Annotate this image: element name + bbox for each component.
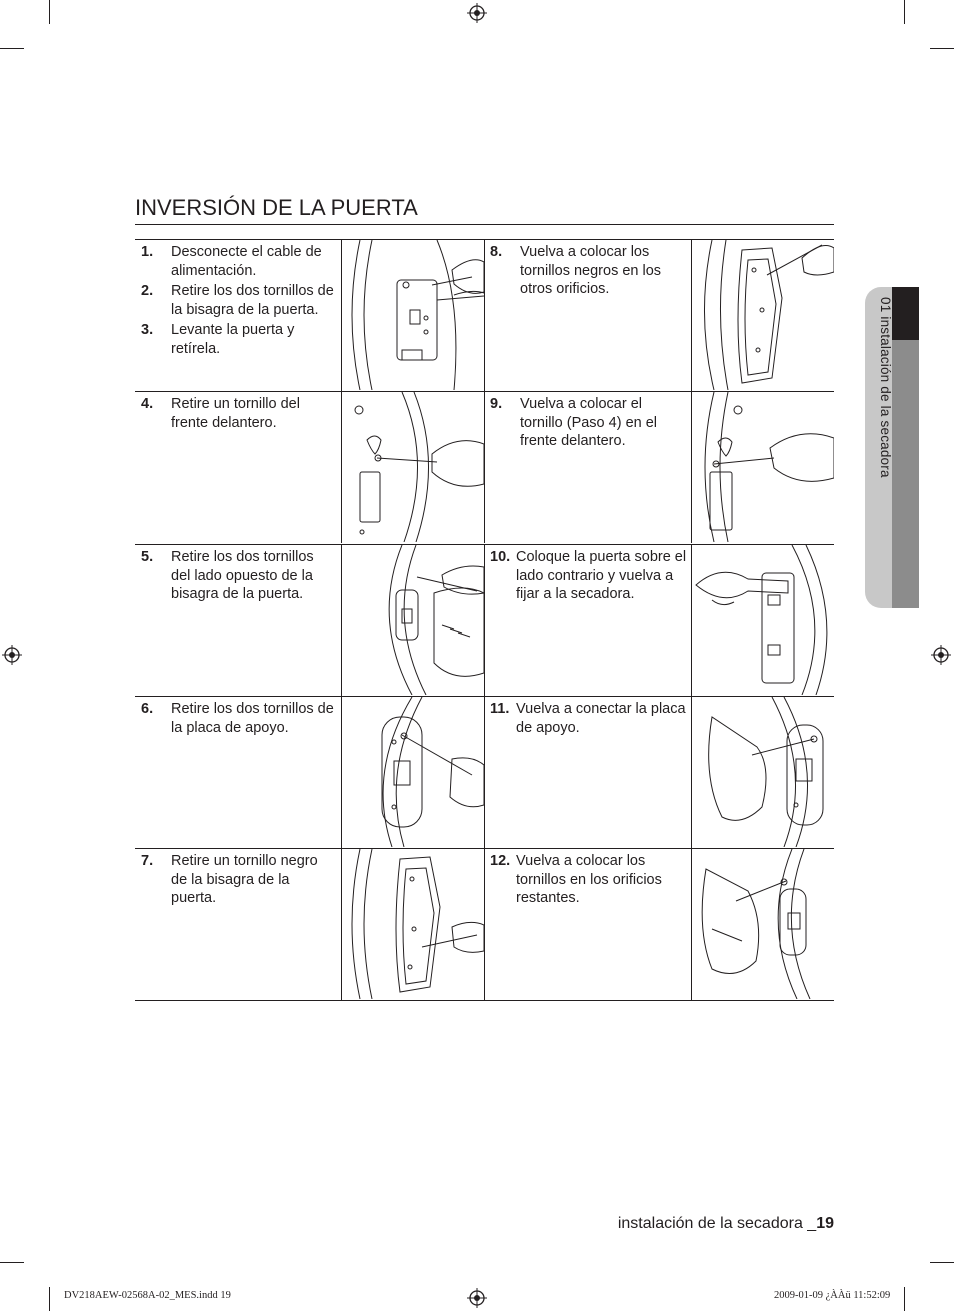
step-list (490, 700, 688, 739)
step-list (141, 700, 337, 739)
side-tab-strip (892, 340, 919, 608)
step-text: Retire un tornillo del frente delantero. (171, 396, 300, 431)
step-list (141, 852, 337, 910)
step-list (490, 852, 688, 910)
table-row (135, 848, 834, 1000)
step-illustration (342, 849, 484, 999)
step-number: 2. (141, 283, 154, 299)
step-list (490, 548, 688, 606)
step-number: 4. (141, 396, 154, 412)
step-number: 11. (490, 701, 510, 717)
crop-mark (0, 1262, 24, 1263)
step-illustration (342, 545, 484, 695)
step-text: Levante la puerta y retírela. (171, 322, 295, 357)
step-number: 9. (490, 396, 503, 412)
step-text: Desconecte el cable de alimentación. (171, 244, 322, 279)
step-number: 6. (141, 701, 154, 717)
step-number: 7. (141, 853, 154, 869)
step-illustration (342, 697, 484, 847)
step-list (141, 243, 337, 360)
crop-mark (930, 1262, 954, 1263)
crop-mark (904, 0, 905, 24)
step-text: Vuelva a colocar los tornillos en los orificios restantes. (516, 853, 662, 906)
step-illustration (342, 392, 484, 542)
step-text: Vuelva a colocar los tornillos negros en los otros orificios. (520, 244, 662, 297)
table-row (135, 391, 834, 543)
crop-mark (0, 48, 24, 49)
step-text: Vuelva a colocar el tornillo (Paso 4) en el frente delantero. (520, 396, 658, 449)
step-number: 3. (141, 322, 154, 338)
step-text: Retire los dos tornillos del lado opuesto de la bisagra de la puerta. (171, 549, 314, 602)
step-text: Retire un tornillo negro de la bisagra de la puerta. (171, 853, 318, 906)
crop-mark (49, 1287, 50, 1311)
step-illustration (692, 697, 834, 847)
registration-mark-icon (467, 1288, 487, 1308)
step-list (490, 243, 688, 301)
registration-mark-icon (467, 3, 487, 23)
table-row (135, 696, 834, 848)
side-tab-marker (892, 287, 919, 340)
print-slug-timestamp: 2009-01-09 ¿ÀÀü 11:52:09 (774, 1290, 891, 1301)
step-text: Retire los dos tornillos de la placa de apoyo. (171, 701, 334, 736)
step-text: Coloque la puerta sobre el lado contrario y vuelva a fijar a la secadora. (516, 549, 687, 602)
step-list (141, 395, 337, 434)
title-rule (135, 224, 834, 225)
step-number: 5. (141, 549, 154, 565)
step-number: 12. (490, 853, 511, 869)
footer-text: instalación de la secadora _ (617, 1215, 817, 1232)
step-text: Retire los dos tornillos de la bisagra de la puerta. (171, 283, 334, 318)
print-slug-file: DV218AEW-02568A-02_MES.indd 19 (64, 1290, 231, 1301)
crop-mark (49, 0, 50, 24)
page-footer (618, 1215, 834, 1233)
step-list (490, 395, 688, 453)
crop-mark (930, 48, 954, 49)
registration-mark-icon (2, 645, 22, 665)
step-illustration (692, 849, 834, 999)
step-illustration (692, 545, 834, 695)
table-row (135, 544, 834, 696)
step-number: 10. (490, 549, 511, 565)
registration-mark-icon (931, 645, 951, 665)
step-text: Vuelva a conectar la placa de apoyo. (516, 701, 686, 736)
crop-mark (904, 1287, 905, 1311)
step-illustration (692, 392, 834, 542)
side-tab-label: 01 instalación de la secadora (878, 297, 893, 478)
step-number: 8. (490, 244, 503, 260)
step-illustration (342, 240, 484, 390)
step-illustration (692, 240, 834, 390)
page-number: 19 (816, 1215, 834, 1232)
table-row (135, 239, 834, 391)
step-number: 1. (141, 244, 154, 260)
page-title: INVERSIÓN DE LA PUERTA (135, 195, 418, 220)
step-list (141, 548, 337, 606)
